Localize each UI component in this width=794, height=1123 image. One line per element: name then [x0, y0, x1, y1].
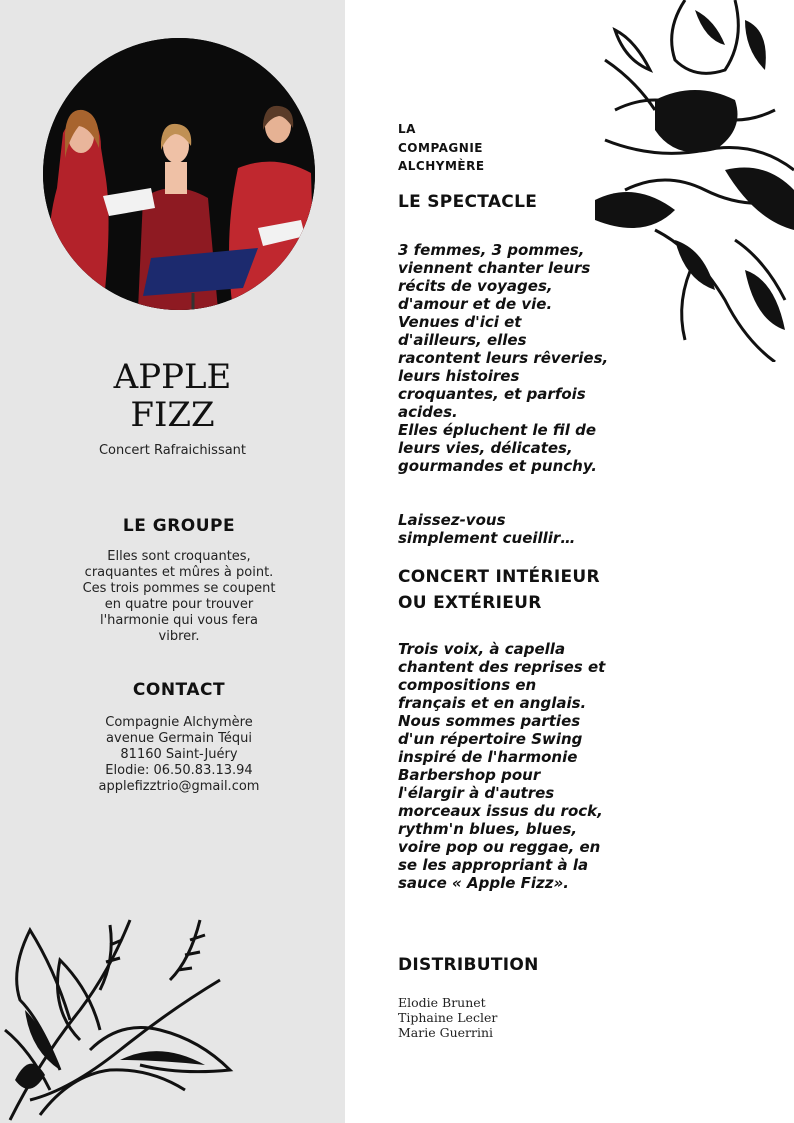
singers-illustration	[43, 38, 315, 310]
spectacle-line: racontent leurs rêveries,	[398, 349, 609, 367]
concert-heading-line: OU EXTÉRIEUR	[398, 593, 542, 613]
concert-line: Nous sommes parties	[398, 712, 581, 730]
groupe-line: Ces trois pommes se coupent	[82, 581, 276, 596]
peony-flower-illustration	[595, 0, 794, 362]
contact-company: Compagnie Alchymère	[105, 715, 253, 730]
groupe-line: en quatre pour trouver	[104, 597, 254, 612]
distribution-heading: DISTRIBUTION	[398, 955, 539, 975]
concert-line: morceaux issus du rock,	[398, 802, 603, 820]
company-line: COMPAGNIE	[398, 140, 483, 155]
concert-line: rythm'n blues, blues,	[398, 820, 578, 838]
spectacle-line: Elles épluchent le fil de	[398, 421, 597, 439]
contact-city: 81160 Saint-Juéry	[120, 747, 238, 762]
cast-member: Tiphaine Lecler	[398, 1010, 498, 1025]
concert-line: se les appropriant à la	[398, 856, 589, 874]
concert-heading	[398, 564, 613, 616]
spectacle-line: croquantes, et parfois	[398, 385, 586, 403]
title-line-2: FIZZ	[130, 395, 215, 435]
contact-text	[62, 715, 296, 795]
groupe-heading: LE GROUPE	[122, 516, 236, 536]
show-subtitle: Concert Rafraichissant	[98, 443, 247, 458]
company-line: LA	[398, 122, 416, 136]
company-line: ALCHYMÈRE	[398, 159, 485, 173]
concert-text	[398, 640, 613, 892]
groupe-line: l'harmonie qui vous fera	[99, 613, 259, 628]
spectacle-line: 3 femmes, 3 pommes,	[398, 241, 585, 259]
contact-phone: Elodie: 06.50.83.13.94	[105, 763, 253, 778]
distribution-list	[398, 995, 497, 1040]
contact-email: applefizztrio@gmail.com	[98, 779, 260, 794]
spectacle-line: viennent chanter leurs	[398, 259, 591, 277]
singers-photo	[43, 38, 315, 310]
spectacle-line: d'amour et de vie.	[398, 295, 553, 313]
closing-line: Laissez-vous	[398, 511, 506, 529]
spectacle-heading: LE SPECTACLE	[398, 192, 538, 212]
spectacle-text	[398, 241, 613, 475]
groupe-text	[62, 549, 296, 645]
company-name	[398, 120, 485, 176]
spectacle-line: leurs histoires	[398, 367, 520, 385]
concert-heading-line: CONCERT INTÉRIEUR	[398, 567, 600, 587]
spectacle-line: Venues d'ici et	[398, 313, 522, 331]
spectacle-line: gourmandes et punchy.	[398, 457, 597, 475]
concert-line: voire pop ou reggae, en	[398, 838, 601, 856]
spectacle-line: acides.	[398, 403, 458, 421]
closing-line: simplement cueillir…	[398, 529, 576, 547]
concert-line: français et en anglais.	[398, 694, 587, 712]
concert-line: l'élargir à d'autres	[398, 784, 555, 802]
groupe-line: Elles sont croquantes,	[107, 549, 251, 564]
concert-line: sauce « Apple Fizz».	[398, 874, 569, 892]
cast-member: Elodie Brunet	[398, 995, 486, 1010]
concert-line: compositions en	[398, 676, 537, 694]
contact-street: avenue Germain Téqui	[106, 731, 252, 746]
concert-line: inspiré de l'harmonie	[398, 748, 578, 766]
groupe-line: craquantes et mûres à point.	[84, 565, 274, 580]
spectacle-line: leurs vies, délicates,	[398, 439, 573, 457]
contact-heading: CONTACT	[132, 680, 226, 700]
spectacle-line: récits de voyages,	[398, 277, 553, 295]
concert-line: Trois voix, à capella	[398, 640, 566, 658]
lily-flower-illustration	[0, 900, 240, 1123]
spectacle-line: d'ailleurs, elles	[398, 331, 527, 349]
concert-line: chantent des reprises et	[398, 658, 606, 676]
title-line-1: APPLE	[113, 357, 232, 397]
left-panel	[0, 0, 345, 1123]
concert-line: Barbershop pour	[398, 766, 541, 784]
groupe-line: vibrer.	[158, 629, 200, 644]
spectacle-closing	[398, 511, 613, 547]
concert-line: d'un répertoire Swing	[398, 730, 583, 748]
show-title	[0, 358, 345, 434]
cast-member: Marie Guerrini	[398, 1025, 494, 1040]
